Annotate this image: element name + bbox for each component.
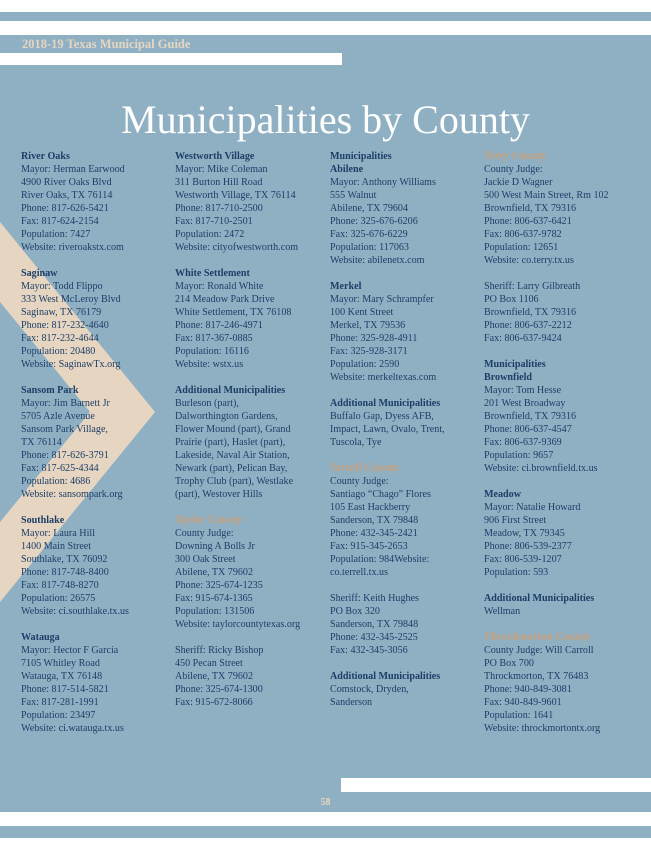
entry-line: Phone: 325-674-1300 — [175, 684, 263, 695]
entry-line: Population: 12651 — [484, 242, 559, 253]
entry-line: White Settlement, TX 76108 — [175, 307, 292, 318]
entry-line: Mayor: Jim Barnett Jr — [21, 398, 110, 409]
entry-line: TX 76114 — [21, 437, 62, 448]
entry-line: Mayor: Ronald White — [175, 281, 264, 292]
entry-heading: Additional Municipalities — [330, 398, 441, 409]
entry-line: Website: merkeltexas.com — [330, 372, 437, 383]
entry-spacer — [484, 579, 644, 592]
entry-line: Sansom Park Village, — [21, 424, 108, 435]
entry-heading: River Oaks — [21, 151, 70, 162]
entry-line: Population: 984Website: — [330, 554, 430, 565]
entry-line: Buffalo Gap, Dyess AFB, — [330, 411, 434, 422]
entry-line: Sanderson, TX 79848 — [330, 515, 419, 526]
entry-line: Tuscola, Tye — [330, 437, 382, 448]
entry-line: Sheriff: Keith Hughes — [330, 593, 419, 604]
entry-line: Fax: 940-849-9601 — [484, 697, 562, 708]
entry-spacer — [484, 267, 644, 280]
entry-line: Jackie D Wagner — [484, 177, 553, 188]
entry-line: Mayor: Hector F Garcia — [21, 645, 119, 656]
entry-line: Fax: 915-672-8066 — [175, 697, 253, 708]
entry-line: Fax: 325-676-6229 — [330, 229, 408, 240]
entry-line: Population: 23497 — [21, 710, 96, 721]
county-heading: Throckmorton County — [484, 631, 591, 643]
entry-line: Brownfield, TX 79316 — [484, 307, 577, 318]
entry-line: Population: 26575 — [21, 593, 96, 604]
header-rule — [0, 21, 651, 35]
entry-heading: White Settlement — [175, 268, 250, 279]
entry-heading: Watauga — [21, 632, 60, 643]
entry-line: Population: 131506 — [175, 606, 255, 617]
entry-line: Sanderson — [330, 697, 373, 708]
entry-line: 500 West Main Street, Rm 102 — [484, 190, 609, 201]
entry-line: Dalworthington Gardens, — [175, 411, 278, 422]
entry-spacer — [484, 345, 644, 358]
entry-line: Fax: 806-637-9424 — [484, 333, 562, 344]
entry-line: Phone: 817-748-8400 — [21, 567, 109, 578]
entry-line: 105 East Hackberry — [330, 502, 411, 513]
entry-line: Phone: 806-637-2212 — [484, 320, 572, 331]
entry-line: Population: 1641 — [484, 710, 554, 721]
entry-line: Phone: 806-637-6421 — [484, 216, 572, 227]
entry-line: Fax: 325-928-3171 — [330, 346, 408, 357]
entry-line: Website: riveroakstx.com — [21, 242, 124, 253]
footer-accent-bar — [341, 778, 651, 792]
entry-line: 201 West Broadway — [484, 398, 566, 409]
entry-line: Mayor: Natalie Howard — [484, 502, 581, 513]
top-border-bar — [0, 0, 651, 12]
entry-line: Trophy Club (part), Westlake — [175, 476, 294, 487]
entry-line: Website: sansompark.org — [21, 489, 123, 500]
bottom-border-bar — [0, 838, 651, 845]
entry-line: Phone: 817-710-2500 — [175, 203, 263, 214]
entry-heading: Merkel — [330, 281, 362, 292]
entry-spacer — [330, 449, 480, 462]
entry-line: 311 Burton Hill Road — [175, 177, 263, 188]
footer-rule — [0, 812, 651, 826]
entry-spacer — [21, 371, 169, 384]
entry-line: Phone: 817-626-3791 — [21, 450, 109, 461]
entry-line: Population: 16116 — [175, 346, 249, 357]
entry-line: Population: 2472 — [175, 229, 245, 240]
entry-line: Sheriff: Larry Gilbreath — [484, 281, 581, 292]
entry-heading: Municipalities — [330, 151, 392, 162]
entry-line: 7105 Whitley Road — [21, 658, 100, 669]
entry-line: Sanderson, TX 79848 — [330, 619, 419, 630]
entry-line: Phone: 432-345-2421 — [330, 528, 418, 539]
column-3 — [330, 150, 480, 709]
entry-line: Phone: 432-345-2525 — [330, 632, 418, 643]
entry-line: County Judge: — [330, 476, 389, 487]
column-2 — [175, 150, 325, 709]
entry-line: Fax: 817-367-0885 — [175, 333, 253, 344]
entry-line: 450 Pecan Street — [175, 658, 243, 669]
entry-line: Impact, Lawn, Ovalo, Trent, — [330, 424, 445, 435]
entry-line: Phone: 325-676-6206 — [330, 216, 418, 227]
entry-line: Website: throckmortontx.org — [484, 723, 601, 734]
entry-line: 1400 Main Street — [21, 541, 92, 552]
entry-line: Website: cityofwestworth.com — [175, 242, 299, 253]
entry-heading: Additional Municipalities — [484, 593, 595, 604]
entry-line: Phone: 817-246-4971 — [175, 320, 263, 331]
entry-spacer — [484, 475, 644, 488]
column-1 — [21, 150, 169, 735]
entry-spacer — [21, 501, 169, 514]
entry-heading: Additional Municipalities — [175, 385, 286, 396]
entry-line: Population: 593 — [484, 567, 549, 578]
county-heading: Terry County — [484, 150, 547, 162]
entry-line: PO Box 1106 — [484, 294, 539, 305]
entry-line: Website: ci.brownfield.tx.us — [484, 463, 598, 474]
entry-line: Newark (part), Pelican Bay, — [175, 463, 288, 474]
entry-spacer — [21, 254, 169, 267]
entry-spacer — [330, 657, 480, 670]
entry-line: Abilene, TX 79604 — [330, 203, 409, 214]
entry-line: Abilene, TX 79602 — [175, 567, 254, 578]
entry-line: Fax: 817-748-8270 — [21, 580, 99, 591]
entry-line: Phone: 817-626-5421 — [21, 203, 109, 214]
entry-line: Comstock, Dryden, — [330, 684, 409, 695]
entry-spacer — [330, 267, 480, 280]
entry-line: (part), Westover Hills — [175, 489, 263, 500]
entry-line: Wellman — [484, 606, 521, 617]
entry-heading: Abilene — [330, 164, 364, 175]
entry-line: Abilene, TX 79602 — [175, 671, 254, 682]
entry-line: Saginaw, TX 76179 — [21, 307, 102, 318]
entry-line: Burleson (part), — [175, 398, 239, 409]
entry-spacer — [175, 371, 325, 384]
entry-line: Website: SaginawTx.org — [21, 359, 121, 370]
entry-line: 100 Kent Street — [330, 307, 394, 318]
entry-line: Phone: 325-674-1235 — [175, 580, 263, 591]
entry-line: Mayor: Anthony Williams — [330, 177, 436, 188]
entry-spacer — [21, 618, 169, 631]
entry-heading: Southlake — [21, 515, 65, 526]
entry-line: River Oaks, TX 76114 — [21, 190, 113, 201]
entry-line: Merkel, TX 79536 — [330, 320, 406, 331]
entry-line: Lakeside, Naval Air Station, — [175, 450, 290, 461]
column-4 — [484, 150, 644, 735]
entry-line: Website: taylorcountytexas.org — [175, 619, 301, 630]
entry-line: Website: wstx.us — [175, 359, 244, 370]
entry-line: Population: 20480 — [21, 346, 96, 357]
entry-line: Santiago “Chago” Flores — [330, 489, 431, 500]
entry-line: Phone: 940-849-3081 — [484, 684, 572, 695]
entry-line: Fax: 817-624-2154 — [21, 216, 99, 227]
entry-line: Phone: 817-232-4640 — [21, 320, 109, 331]
entry-line: Website: ci.southlake.tx.us — [21, 606, 129, 617]
entry-line: County Judge: — [175, 528, 234, 539]
entry-line: Fax: 806-637-9782 — [484, 229, 562, 240]
entry-line: Website: ci.watauga.tx.us — [21, 723, 124, 734]
entry-line: Fax: 817-625-4344 — [21, 463, 99, 474]
entry-line: Mayor: Tom Hesse — [484, 385, 562, 396]
entry-line: Population: 7427 — [21, 229, 91, 240]
entry-line: Fax: 915-345-2653 — [330, 541, 408, 552]
entry-line: Phone: 806-539-2377 — [484, 541, 572, 552]
entry-line: Throckmorton, TX 76483 — [484, 671, 589, 682]
entry-line: Mayor: Todd Flippo — [21, 281, 103, 292]
entry-line: Phone: 325-928-4911 — [330, 333, 418, 344]
entry-line: Phone: 817-514-5821 — [21, 684, 109, 695]
entry-line: Fax: 806-637-9369 — [484, 437, 562, 448]
entry-line: co.terrell.tx.us — [330, 567, 389, 578]
county-heading: Taylor County — [175, 514, 243, 526]
entry-line: Population: 117063 — [330, 242, 409, 253]
entry-line: Mayor: Mary Schrampfer — [330, 294, 434, 305]
entry-line: Meadow, TX 79345 — [484, 528, 565, 539]
entry-line: Mayor: Mike Coleman — [175, 164, 268, 175]
entry-line: Fax: 806-539-1207 — [484, 554, 562, 565]
entry-line: Fax: 817-281-1991 — [21, 697, 99, 708]
entry-heading: Meadow — [484, 489, 522, 500]
entry-line: County Judge: Will Carroll — [484, 645, 594, 656]
guide-title: 2018-19 Texas Municipal Guide — [22, 37, 191, 51]
entry-line: Flower Mound (part), Grand — [175, 424, 291, 435]
entry-line: Population: 9657 — [484, 450, 554, 461]
entry-line: Prairie (part), Haslet (part), — [175, 437, 286, 448]
entry-heading: Municipalities — [484, 359, 546, 370]
entry-line: Mayor: Herman Earwood — [21, 164, 125, 175]
entry-spacer — [175, 501, 325, 514]
entry-line: Fax: 432-345-3056 — [330, 645, 408, 656]
entry-line: Fax: 817-232-4644 — [21, 333, 99, 344]
entry-line: Population: 4686 — [21, 476, 91, 487]
entry-heading: Brownfield — [484, 372, 533, 383]
entry-line: Fax: 817-710-2501 — [175, 216, 253, 227]
entry-line: Watauga, TX 76148 — [21, 671, 103, 682]
entry-line: 4900 River Oaks Blvd — [21, 177, 112, 188]
entry-line: PO Box 320 — [330, 606, 380, 617]
entry-line: 214 Meadow Park Drive — [175, 294, 275, 305]
header-accent-bar — [0, 53, 342, 65]
entry-line: 300 Oak Street — [175, 554, 236, 565]
entry-heading: Sansom Park — [21, 385, 79, 396]
entry-line: Westworth Village, TX 76114 — [175, 190, 296, 201]
entry-line: Fax: 915-674-1365 — [175, 593, 253, 604]
entry-line: Mayor: Laura Hill — [21, 528, 95, 539]
entry-line: PO Box 700 — [484, 658, 534, 669]
entry-spacer — [484, 618, 644, 631]
entry-line: 333 West McLeroy Blvd — [21, 294, 121, 305]
page-number: 58 — [320, 797, 331, 808]
entry-heading: Saginaw — [21, 268, 58, 279]
entry-line: Southlake, TX 76092 — [21, 554, 108, 565]
entry-line: Phone: 806-637-4547 — [484, 424, 572, 435]
entry-spacer — [175, 254, 325, 267]
county-heading: Terrell County — [330, 462, 399, 474]
entry-line: Population: 2590 — [330, 359, 400, 370]
entry-line: 555 Walnut — [330, 190, 377, 201]
entry-line: Website: co.terry.tx.us — [484, 255, 574, 266]
entry-line: 906 First Street — [484, 515, 547, 526]
entry-line: Sheriff: Ricky Bishop — [175, 645, 264, 656]
entry-line: Brownfield, TX 79316 — [484, 203, 577, 214]
entry-spacer — [330, 579, 480, 592]
page-title: Municipalities by County — [121, 97, 530, 142]
entry-line: 5705 Azle Avenue — [21, 411, 95, 422]
entry-line: County Judge: — [484, 164, 543, 175]
entry-heading: Additional Municipalities — [330, 671, 441, 682]
entry-line: Downing A Bolls Jr — [175, 541, 255, 552]
entry-spacer — [330, 384, 480, 397]
entry-line: Website: abilenetx.com — [330, 255, 425, 266]
entry-line: Brownfield, TX 79316 — [484, 411, 577, 422]
entry-heading: Westworth Village — [175, 151, 255, 162]
entry-spacer — [175, 631, 325, 644]
